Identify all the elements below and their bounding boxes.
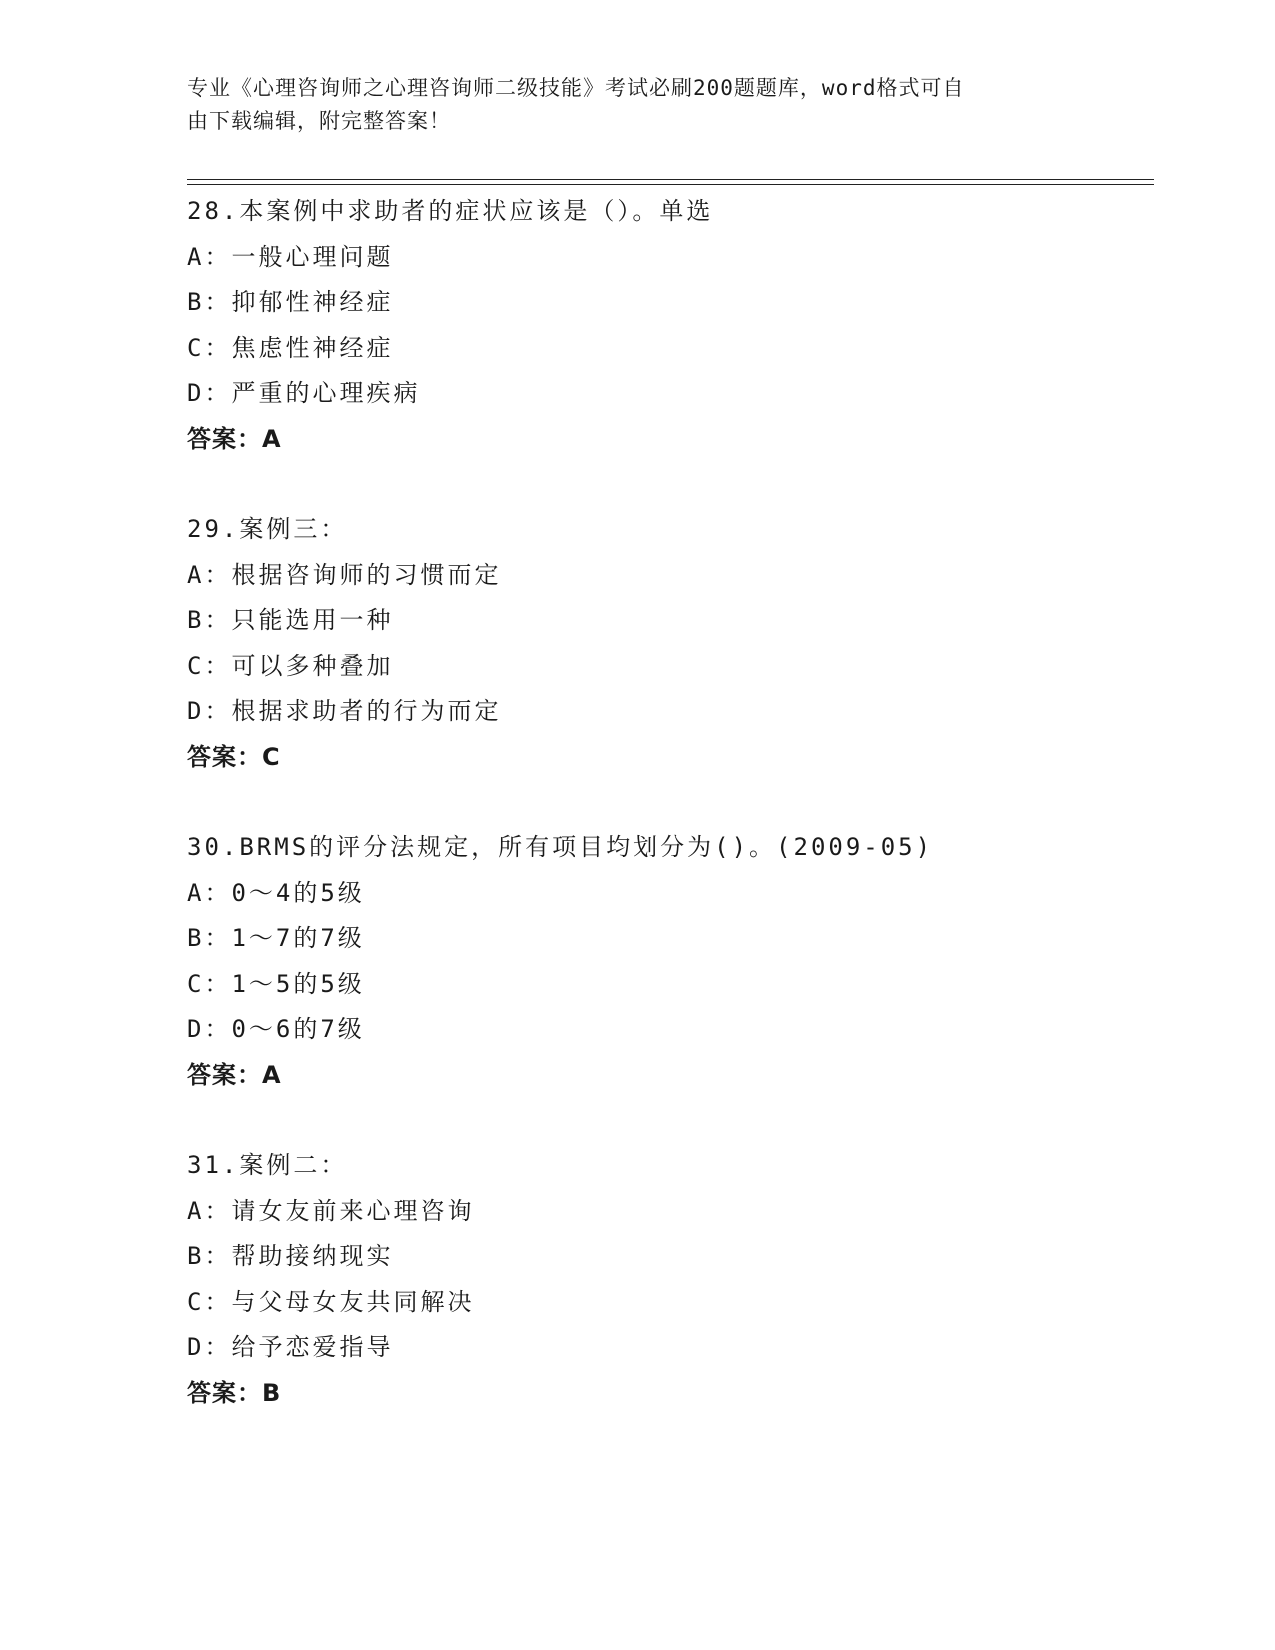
question-31 <box>187 1143 1147 1417</box>
answer-line: 答案：C <box>187 742 281 771</box>
option-b: B：1～7的7级 <box>187 924 365 953</box>
option-d: D：严重的心理疾病 <box>187 379 421 408</box>
question-stem: 31.案例二： <box>187 1151 348 1179</box>
question-stem: 29.案例三： <box>187 515 348 543</box>
option-a: A：请女友前来心理咨询 <box>187 1196 475 1225</box>
question-stem: 30.BRMS的评分法规定，所有项目均划分为()。(2009-05) <box>187 833 934 861</box>
option-c: C：可以多种叠加 <box>187 651 394 680</box>
header-line-2: 由下载编辑，附完整答案！ <box>187 109 451 133</box>
option-a: A：0～4的5级 <box>187 878 365 907</box>
document-header <box>187 72 1067 138</box>
answer-line: 答案：B <box>187 1378 282 1407</box>
option-b: B：只能选用一种 <box>187 606 394 635</box>
header-divider-top <box>187 179 1154 180</box>
question-28 <box>187 189 1147 463</box>
header-line-1: 专业《心理咨询师之心理咨询师二级技能》考试必刷200题题库，word格式可自 <box>187 76 965 100</box>
header-divider-bottom <box>187 184 1154 185</box>
option-c: C：焦虑性神经症 <box>187 333 394 362</box>
option-a: A：一般心理问题 <box>187 242 394 271</box>
question-29 <box>187 507 1147 781</box>
option-a: A：根据咨询师的习惯而定 <box>187 560 502 589</box>
option-d: D：0～6的7级 <box>187 1015 365 1044</box>
answer-line: 答案：A <box>187 1060 282 1089</box>
option-b: B：抑郁性神经症 <box>187 288 394 317</box>
question-30 <box>187 825 1147 1099</box>
option-b: B：帮助接纳现实 <box>187 1242 394 1271</box>
option-d: D：给予恋爱指导 <box>187 1333 394 1362</box>
option-c: C：与父母女友共同解决 <box>187 1287 475 1316</box>
option-d: D：根据求助者的行为而定 <box>187 697 502 726</box>
question-stem: 28.本案例中求助者的症状应该是（）。单选 <box>187 197 714 225</box>
answer-line: 答案：A <box>187 424 282 453</box>
option-c: C：1～5的5级 <box>187 969 365 998</box>
